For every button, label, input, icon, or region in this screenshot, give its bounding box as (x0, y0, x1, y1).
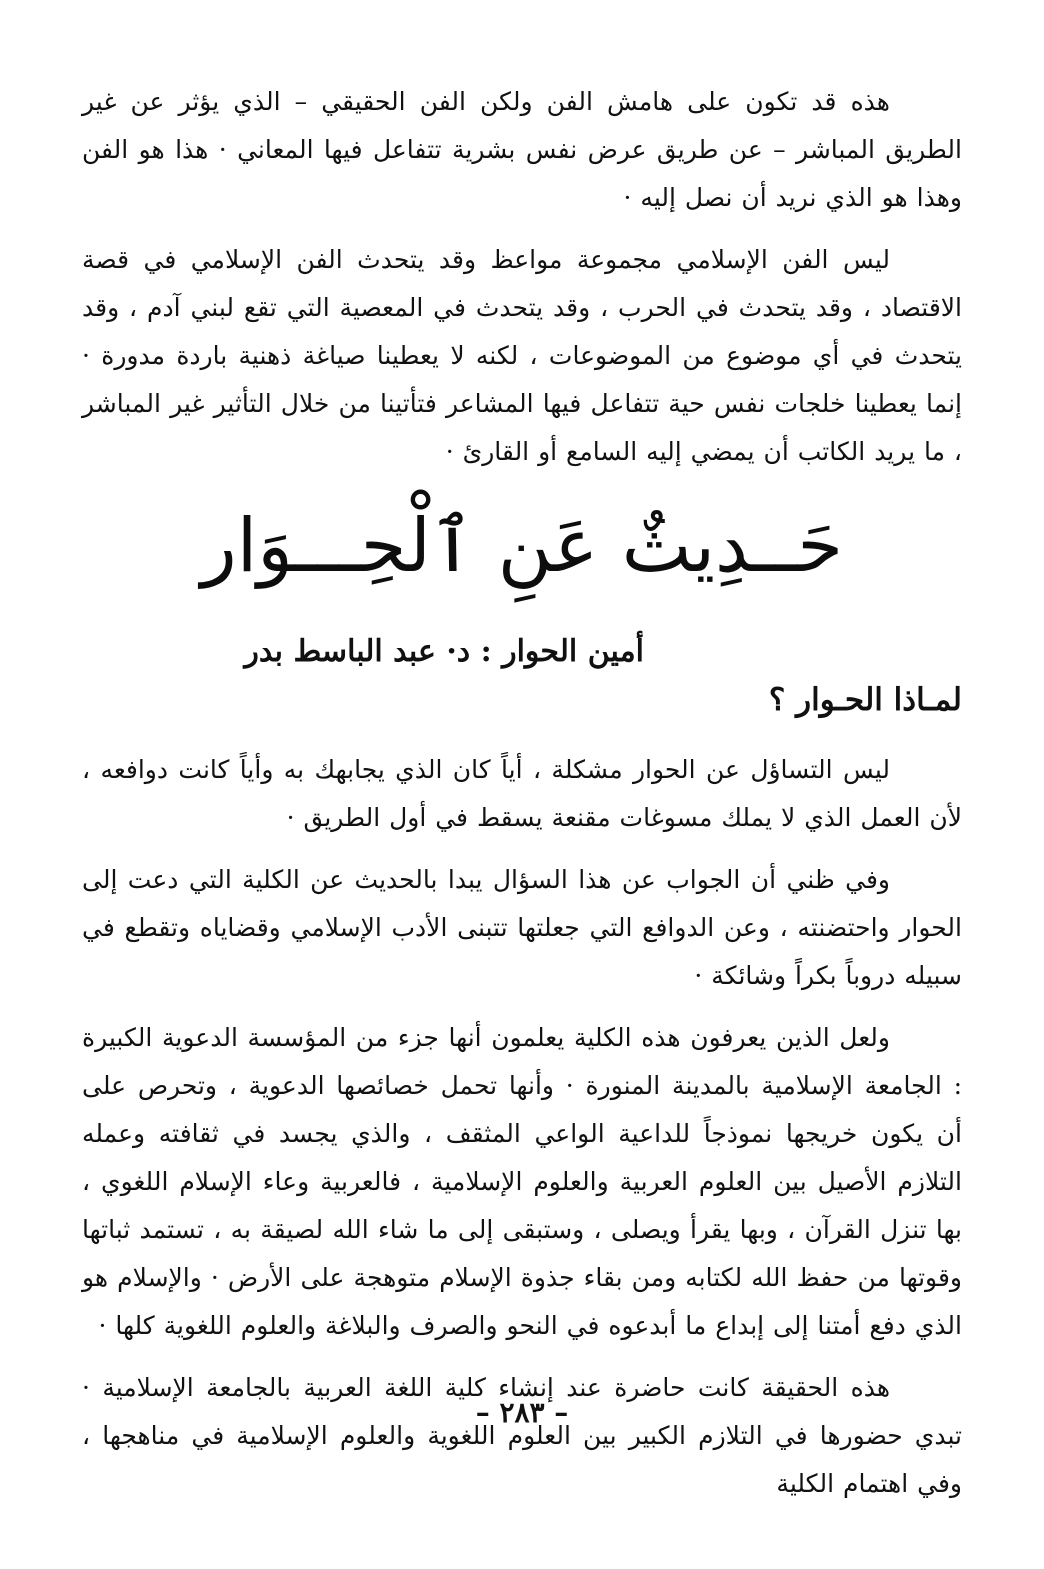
page-number: – ٢٨٣ – (475, 1396, 569, 1429)
chapter-title-block (82, 476, 962, 616)
paragraph-question: ليس التساؤل عن الحوار مشكلة ، أياً كان الذي يجابهك به وأياً كانت دوافعه ، لأن العمل الذي لا يملك مسوغات مقنعة يسقط في أول الطريق · (82, 755, 962, 832)
paragraph-art-reality: هذه قد تكون على هامش الفن ولكن الفن الحقيقي – الذي يؤثر عن غير الطريق المباشر – عن طريق عرض نفس بشرية تتفاعل فيها المعاني · هذا هو الفن وهذا هو الذي نريد أن نصل إليه · (82, 87, 962, 212)
paragraph-islamic-art: ليس الفن الإسلامي مجموعة مواعظ وقد يتحدث الفن الإسلامي في قصة الاقتصاد ، وقد يتحدث في الحرب ، وقد يتحدث في المعصية التي تقع لبني آدم ، وقد يتحدث في أي موضوع من الموضوعات ، لكنه لا يعطينا صياغة ذهنية باردة مدورة · إنما يعطينا خلجات نفس حية تتفاعل فيها المشاعر فتأتينا من خلال التأثير غير المباشر ، ما يريد الكاتب أن يمضي إليه السامع أو القارئ · (82, 245, 962, 466)
section-heading: لمـاذا الحـوار ؟ (768, 682, 962, 718)
paragraph-college: ولعل الذين يعرفون هذه الكلية يعلمون أنها جزء من المؤسسة الدعوية الكبيرة : الجامعة الإسلامية بالمدينة المنورة · وأنها تحمل خصائصها الدعوية ، وتحرص على أن يكون خريجها نموذجاً للداعية الواعي المثقف ، والذي يجسد في ثقافته وعمله التلازم الأصيل بين العلوم العربية والعلوم الإسلامية ، فالعربية وعاء الإسلام اللغوي ، بها تنزل القرآن ، وبها يقرأ ويصلى ، وستبقى إلى ما شاء الله لصيقة به ، تستمد ثباتها وقوتها من حفظ الله لكتابه ومن بقاء جذوة الإسلام متوهجة على الأرض · والإسلام هو الذي دفع أمتنا إلى إبداع ما أبدعوه في النحو والصرف والبلاغة والعلوم اللغوية كلها · (82, 1023, 962, 1340)
paragraph-truth: هذه الحقيقة كانت حاضرة عند إنشاء كلية اللغة العربية بالجامعة الإسلامية · تبدي حضورها في التلازم الكبير بين العلوم اللغوية والعلوم الإسلامية في مناهجها ، وفي اهتمام الكلية (82, 1373, 962, 1498)
chapter-title: حَــدِيثٌ عَنِ ٱلْحِـــوَار (201, 503, 843, 589)
paragraph-answer: وفي ظني أن الجواب عن هذا السؤال يبدا بالحديث عن الكلية التي دعت إلى الحوار واحتضنته ، وعن الدوافع التي جعلتها تتبنى الأدب الإسلامي وقضاياه وتقطع في سبيله دروباً بكراً وشائكة · (82, 865, 962, 990)
author-line: أمين الحوار : د· عبد الباسط بدر (244, 634, 644, 669)
book-page (82, 78, 962, 1498)
